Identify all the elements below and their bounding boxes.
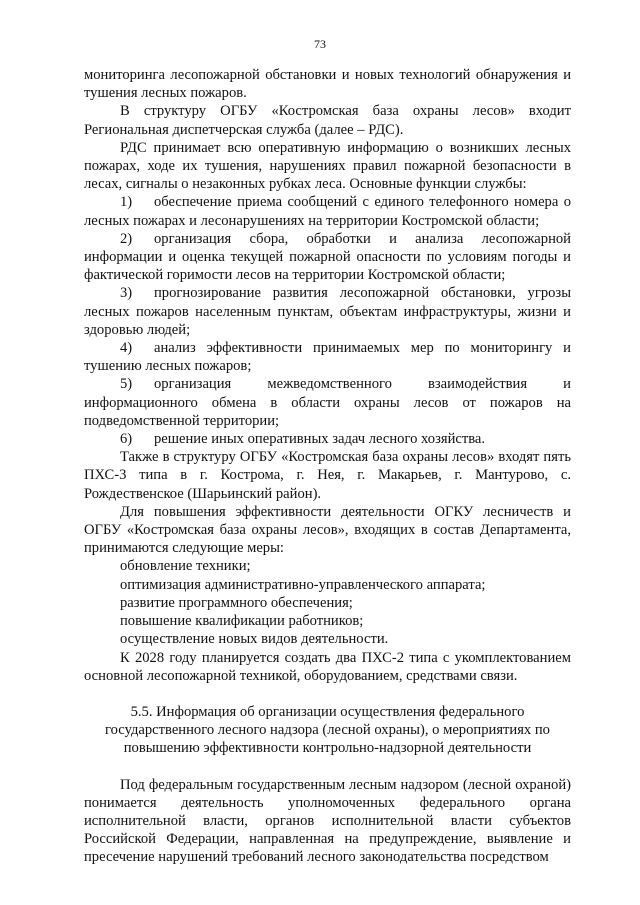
measure-item: повышение квалификации работников; bbox=[120, 613, 364, 630]
measure-item: оптимизация административно-управленческого аппарата; bbox=[120, 576, 486, 593]
function-number: 6) bbox=[120, 431, 133, 448]
function-text: прогнозирование развития лесопожарной обстановки, угрозы лесных пожаров населенным пунктам, объектам инфраструктуры, жизни и здоровью людей; bbox=[84, 285, 571, 338]
function-number: 4) bbox=[120, 340, 133, 357]
function-item bbox=[84, 375, 571, 430]
measure-item: осуществление новых видов деятельности. bbox=[120, 631, 389, 648]
paragraph-rds-info: РДС принимает всю оперативную информацию о возникших лесных пожарах, ходе их тушения, нарушениях правил пожарной безопасности в лесах, сигналы о незаконных рубках леса. Основные функции службы: bbox=[84, 139, 571, 193]
paragraph-forest-supervision: Под федеральным государственным лесным надзором (лесной охраной) понимается деятельность уполномоченных федерального органа исполнительной власти, органов исполнительной власти субъектов Российской Федерации, направленная на предупреждение, выявление и пресечение нарушений требований лесного законодательства посредством bbox=[84, 776, 571, 866]
function-item bbox=[84, 430, 571, 448]
paragraph-phs-stations: Также в структуру ОГБУ «Костромская база охраны лесов» входят пять ПХС-3 типа в г. Кострома, г. Нея, г. Макарьев, г. Мантурово, с. Рождественское (Шарьинский район). bbox=[84, 449, 571, 502]
section-heading: 5.5. Информация об организации осуществления федерального государственного лесного надзора (лесной охраны), о мероприятиях по повышению эффективности контрольно-надзорной деятельности bbox=[105, 703, 550, 757]
function-text: организация сбора, обработки и анализа лесопожарной информации и оценка текущей пожарной опасности по условиям погоды и фактической горимости лесов на территории Костромской области; bbox=[84, 230, 571, 284]
function-text: решение иных оперативных задач лесного хозяйства. bbox=[154, 431, 486, 448]
function-item bbox=[84, 339, 571, 375]
function-text: организация межведомственного взаимодействия и информационного обмена в области охраны лесов от пожаров на подведомственной территории; bbox=[84, 376, 571, 429]
function-number: 1) bbox=[120, 194, 133, 211]
spacer bbox=[84, 758, 571, 776]
function-text: анализ эффективности принимаемых мер по мониторингу и тушению лесных пожаров; bbox=[84, 340, 571, 375]
function-number: 3) bbox=[120, 285, 133, 302]
function-number: 5) bbox=[120, 376, 133, 393]
measure-item: обновление техники; bbox=[120, 558, 251, 575]
paragraph-continuation: мониторинга лесопожарной обстановки и новых технологий обнаружения и тушения лесных пожаров. bbox=[84, 67, 571, 102]
document-body bbox=[84, 66, 571, 867]
paragraph-plan-2028: К 2028 году планируется создать два ПХС-2 типа с укомплектованием основной лесопожарной техникой, оборудованием, средствами связи. bbox=[84, 649, 571, 684]
function-item bbox=[84, 284, 571, 339]
function-text: обеспечение приема сообщений с единого телефонного номера о лесных пожарах и лесонарушениях на территории Костромской области; bbox=[84, 194, 571, 229]
page-number: 73 bbox=[314, 37, 326, 51]
paragraph-rds-structure: В структуру ОГБУ «Костромская база охраны лесов» входит Региональная диспетчерская служба (далее – РДС). bbox=[84, 103, 571, 138]
function-number: 2) bbox=[120, 230, 133, 247]
function-item bbox=[84, 193, 571, 229]
function-item bbox=[84, 230, 571, 285]
paragraph-measures-intro: Для повышения эффективности деятельности ОГКУ лесничеств и ОГБУ «Костромская база охраны лесов», входящих в состав Департамента, принимаются следующие меры: bbox=[84, 503, 571, 557]
measure-item: развитие программного обеспечения; bbox=[120, 594, 353, 611]
